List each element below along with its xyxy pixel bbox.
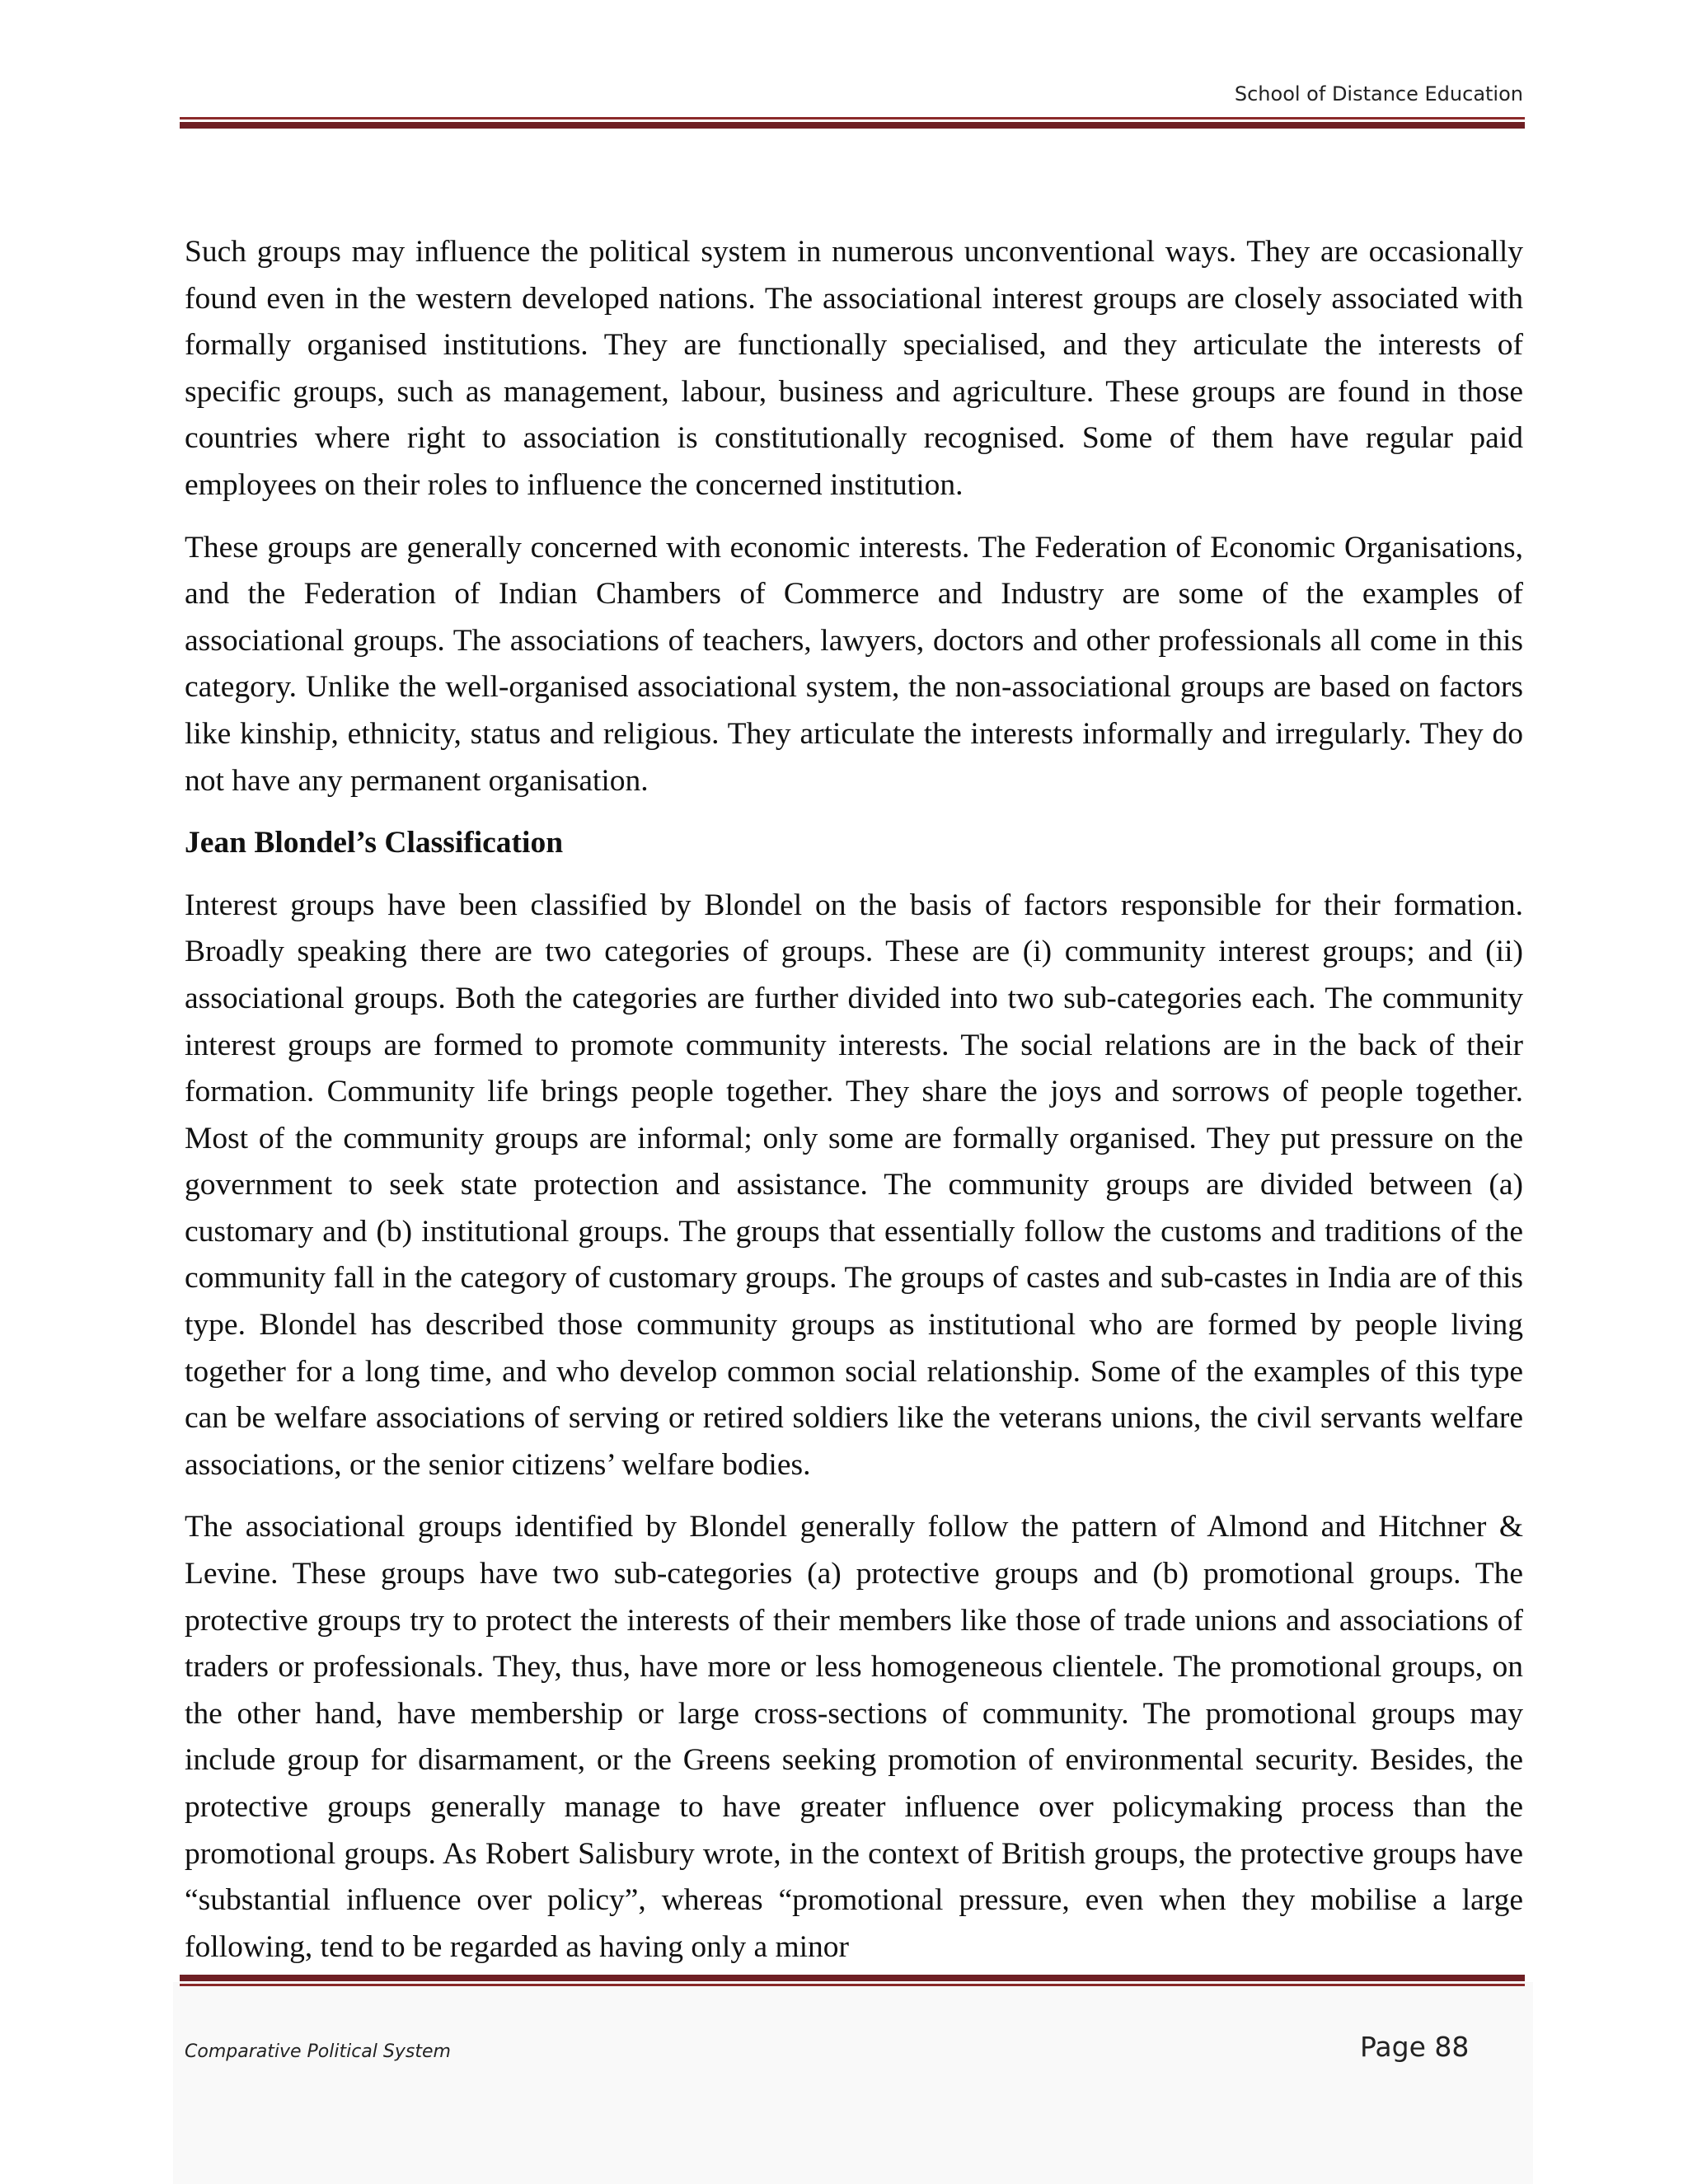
footer-rule-thick	[180, 1975, 1525, 1981]
footer-rule-thin	[180, 1984, 1525, 1986]
section-heading: Jean Blondel’s Classification	[185, 826, 564, 860]
header-rule-thick	[180, 122, 1525, 129]
paragraph-4: The associational groups identified by Blondel generally follow the pattern of Almond and Hitchner & Levine. These groups have two sub-categories (a) protective groups and (b) promotional groups. The protective groups try to protect the interests of their members like those of trade unions and associations of traders or professionals. They, thus, have more or less homogeneous clientele. The promotional groups, on the other hand, have membership or large cross-sections of community. The promotional groups may include group for disarmament, or the Greens seeking promotion of environmental security. Besides, the protective groups generally manage to have greater influence over policymaking process than the promotional groups. As Robert Salisbury wrote, in the context of British groups, the protective groups have “substantial influence over policy”, whereas “promotional pressure, even when they mobilise a large following, tend to be regarded as having only a minor	[185, 1510, 1523, 1964]
paragraph-1: Such groups may influence the political system in numerous unconventional ways. They are occasionally found even in the western developed nations. The associational interest groups are closely associated with formally organised institutions. They are functionally specialised, and they articulate the interests of specific groups, such as management, labour, business and agriculture. These groups are found in those countries where right to association is constitutionally recognised. Some of them have regular paid employees on their roles to influence the concerned institution.	[185, 235, 1523, 502]
footer-background	[173, 1982, 1533, 2184]
paragraph-3: Interest groups have been classified by Blondel on the basis of factors responsible for their formation. Broadly speaking there are two categories of groups. These are (i) community interest groups; and (ii) associational groups. Both the categories are further divided into two sub-categories each. The community interest groups are formed to promote community interests. The social relations are in the back of their formation. Community life brings people together. They share the joys and sorrows of people together. Most of the community groups are informal; only some are formally organised. They put pressure on the government to seek state protection and assistance. The community groups are divided between (a) customary and (b) institutional groups. The groups that essentially follow the customs and traditions of the community fall in the category of customary groups. The groups of castes and sub-castes in India are of this type. Blondel has described those community groups as institutional who are formed by people living together for a long time, and who develop common social relationship. Some of the examples of this type can be welfare associations of serving or retired soldiers like the veterans unions, the civil servants welfare associations, or the senior citizens’ welfare bodies.	[185, 888, 1523, 1482]
paragraph-2: These groups are generally concerned with economic interests. The Federation of Economic Organisations, and the Federation of Indian Chambers of Commerce and Industry are some of the examples of associational groups. The associations of teachers, lawyers, doctors and other professionals all come in this category. Unlike the well-organised associational system, the non-associational groups are based on factors like kinship, ethnicity, status and religious. They articulate the interests informally and irregularly. They do not have any permanent organisation.	[185, 530, 1523, 798]
page-number: Page 88	[1360, 2031, 1470, 2063]
page-body	[185, 229, 1523, 1986]
header-rule	[180, 117, 1525, 129]
header-title: School of Distance Education	[1234, 82, 1523, 105]
footer-rule	[180, 1975, 1525, 1986]
footer-course-title: Comparative Political System	[185, 2041, 451, 2062]
